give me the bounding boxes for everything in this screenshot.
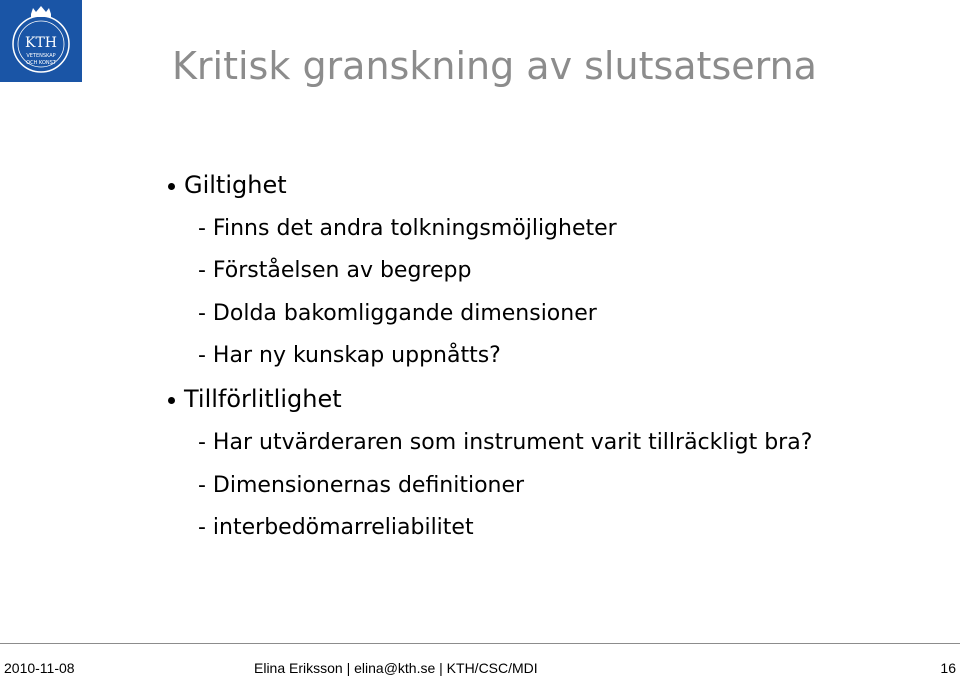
sub-item: - Har utvärderaren som instrument varit tillräckligt bra? — [198, 430, 813, 455]
kth-logo — [0, 0, 82, 82]
bullet-dot-icon — [168, 183, 175, 190]
sub-item: - Dimensionernas definitioner — [198, 473, 525, 498]
sub-item: - Finns det andra tolkningsmöjligheter — [198, 216, 617, 241]
sub-item: - interbedömarreliabilitet — [198, 515, 474, 540]
sub-item: - Förståelsen av begrepp — [198, 258, 472, 283]
kth-crest-icon — [0, 0, 82, 82]
sub-item: - Dolda bakomliggande dimensioner — [198, 301, 597, 326]
bullet-heading: Giltighet — [184, 171, 287, 199]
bullet-giltighet — [168, 171, 287, 199]
logo-kth-text: KTH — [24, 35, 58, 51]
footer-divider — [0, 643, 960, 644]
footer-date: 2010-11-08 — [4, 660, 75, 676]
logo-top-text: VETENSKAP — [26, 53, 56, 59]
sub-item: - Har ny kunskap uppnåtts? — [198, 343, 501, 368]
slide-title: Kritisk granskning av slutsatserna — [172, 44, 817, 88]
bullet-dot-icon — [168, 397, 175, 404]
page-number: 16 — [940, 660, 956, 676]
bullet-heading: Tillförlitlighet — [184, 385, 342, 413]
bullet-tillforlitlighet — [168, 385, 342, 413]
footer-author-info: Elina Eriksson | elina@kth.se | KTH/CSC/MDI — [254, 660, 538, 676]
logo-bottom-text: OCH KONST — [26, 60, 56, 66]
